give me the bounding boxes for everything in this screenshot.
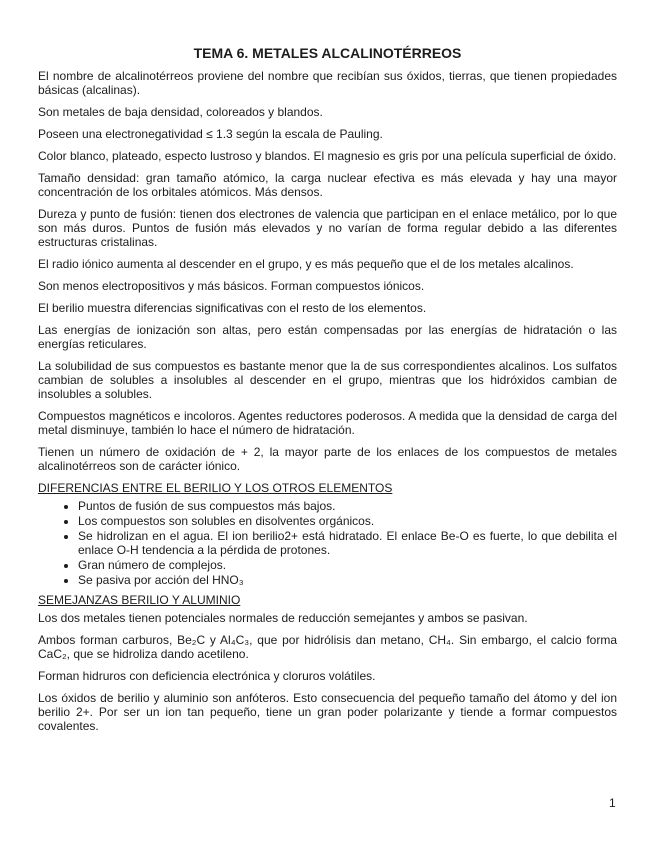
list-item: • Gran número de complejos.: [78, 558, 617, 572]
differences-list: [38, 499, 617, 587]
paragraph: Color blanco, plateado, especto lustroso y blandos. El magnesio es gris por una película superficial de óxido.: [38, 149, 617, 163]
section-heading-similarities: SEMEJANZAS BERILIO Y ALUMINIO: [38, 593, 241, 607]
list-item: • Se hidrolizan en el agua. El ion berilio2+ está hidratado. El enlace Be-O es fuerte, lo que debilita el enlace O-H tendencia a la pérdida de protones.: [78, 529, 617, 557]
section-heading-differences: DIFERENCIAS ENTRE EL BERILIO Y LOS OTROS ELEMENTOS: [38, 481, 393, 495]
paragraph: Son menos electropositivos y más básicos. Forman compuestos iónicos.: [38, 279, 425, 293]
paragraph: Poseen una electronegatividad ≤ 1.3 según la escala de Pauling.: [38, 127, 383, 141]
paragraph: La solubilidad de sus compuestos es bastante menor que la de sus correspondientes alcalinos. Los sulfatos cambian de solubles a insolubles al descender en el grupo, mientras que los hidróxidos cambian de insolubles a solubles.: [38, 359, 617, 401]
paragraph: Dureza y punto de fusión: tienen dos electrones de valencia que participan en el enlace metálico, por lo que son más duros. Puntos de fusión más elevados y no varían de forma regular debido a las diferentes estructuras cristalinas.: [38, 207, 617, 249]
paragraph: Los óxidos de berilio y aluminio son anfóteros. Esto consecuencia del pequeño tamaño del átomo y del ion berilio 2+. Por ser un ion tan pequeño, tiene un gran poder polarizante y tiende a formar compuestos covalentes.: [38, 691, 617, 733]
paragraph: El nombre de alcalinotérreos proviene del nombre que recibían sus óxidos, tierras, que tienen propiedades básicas (alcalinas).: [38, 69, 617, 97]
paragraph: Compuestos magnéticos e incoloros. Agentes reductores poderosos. A medida que la densidad de carga del metal disminuye, también lo hace el número de hidratación.: [38, 409, 617, 437]
list-item: • Puntos de fusión de sus compuestos más bajos.: [78, 499, 617, 513]
page-number: 1: [609, 796, 616, 810]
list-item: • Los compuestos son solubles en disolventes orgánicos.: [78, 514, 617, 528]
document-page: [38, 44, 617, 741]
paragraph: Los dos metales tienen potenciales normales de reducción semejantes y ambos se pasivan.: [38, 611, 528, 625]
paragraph: Son metales de baja densidad, coloreados y blandos.: [38, 105, 323, 119]
paragraph: Ambos forman carburos, Be₂C y Al₄C₃, que por hidrólisis dan metano, CH₄. Sin embargo, el calcio forma CaC₂, que se hidroliza dando acetileno.: [38, 633, 617, 661]
paragraph: El berilio muestra diferencias significativas con el resto de los elementos.: [38, 301, 427, 315]
list-item: • Se pasiva por acción del HNO₃: [78, 573, 617, 587]
paragraph: El radio iónico aumenta al descender en el grupo, y es más pequeño que el de los metales alcalinos.: [38, 257, 574, 271]
paragraph: Las energías de ionización son altas, pero están compensadas por las energías de hidratación o las energías reticulares.: [38, 323, 617, 351]
paragraph: Tamaño densidad: gran tamaño atómico, la carga nuclear efectiva es más elevada y hay una mayor concentración de los orbitales atómicos. Más densos.: [38, 171, 617, 199]
paragraph: Tienen un número de oxidación de + 2, la mayor parte de los enlaces de los compuestos de metales alcalinotérreos son de carácter iónico.: [38, 445, 617, 473]
document-title: TEMA 6. METALES ALCALINOTÉRREOS: [193, 45, 462, 61]
paragraph: Forman hidruros con deficiencia electrónica y cloruros volátiles.: [38, 669, 376, 683]
